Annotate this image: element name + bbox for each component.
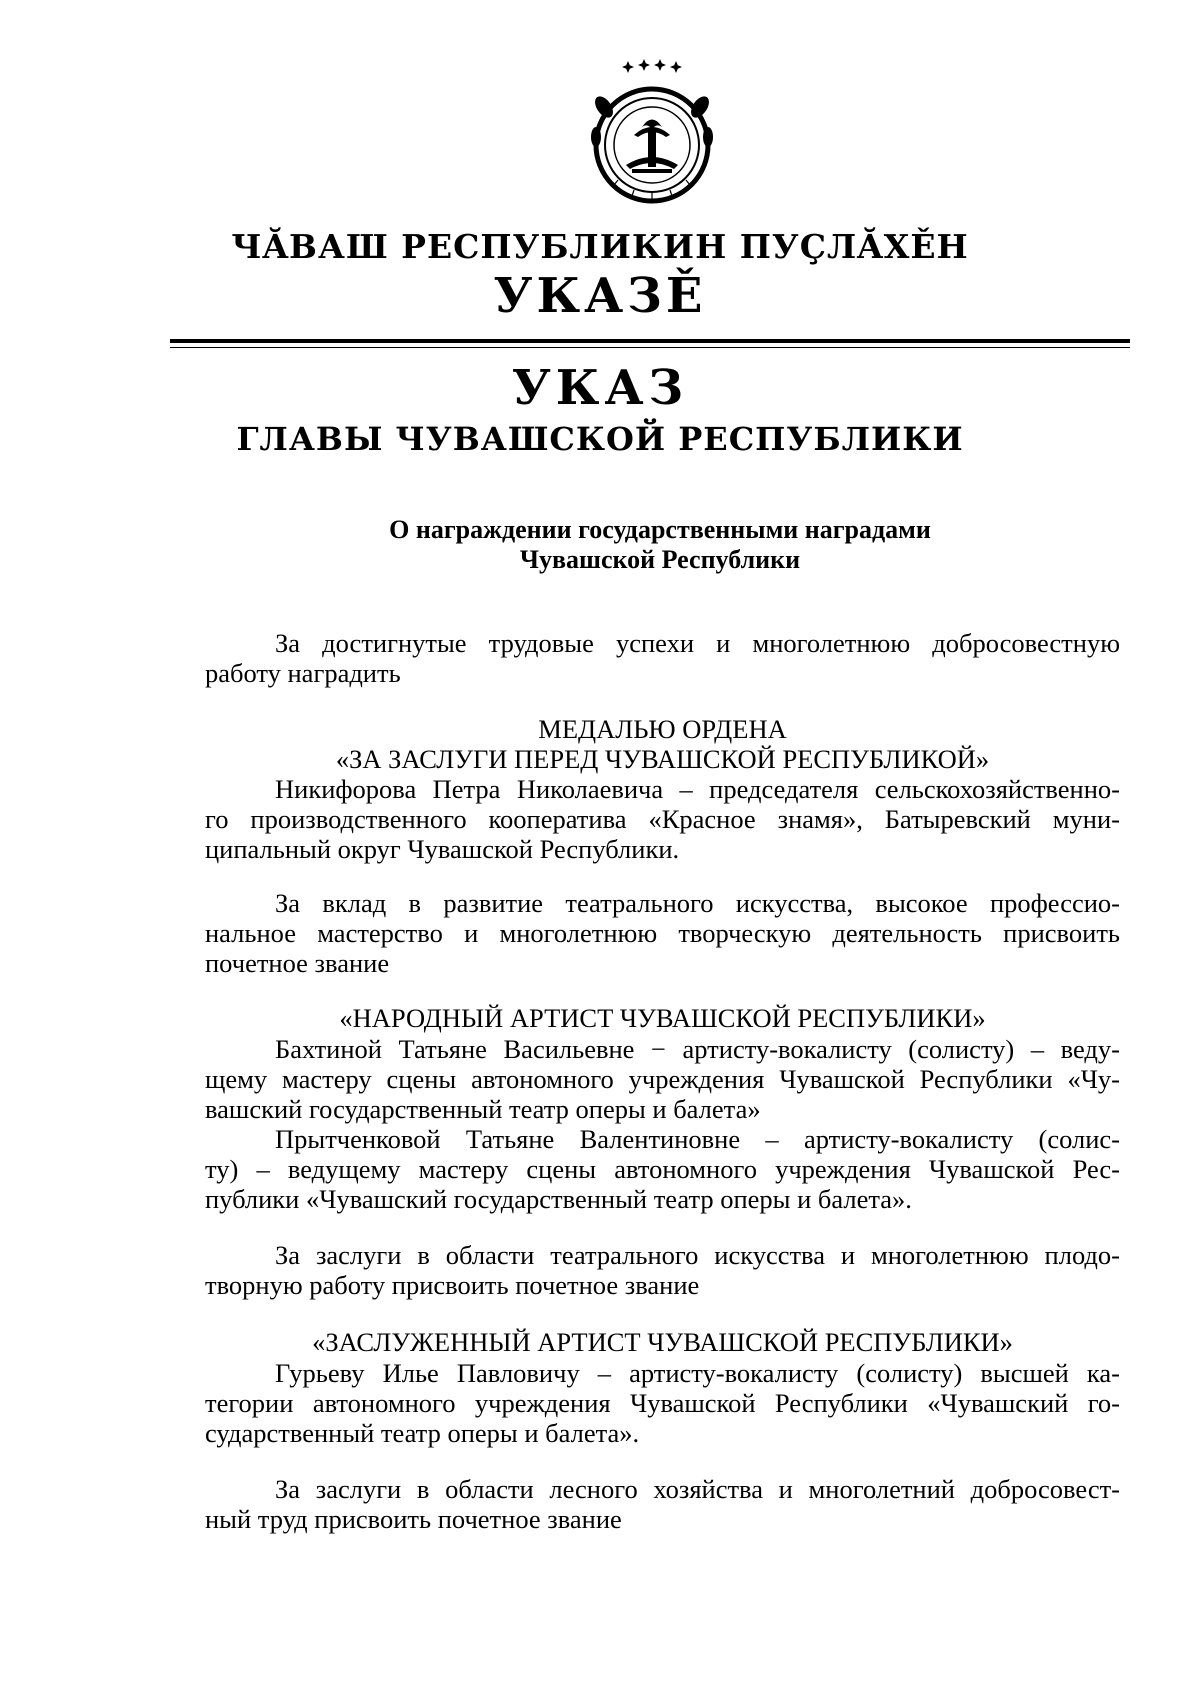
section-2-recipient-2: [205, 1124, 1120, 1214]
section-4: [205, 1474, 1120, 1534]
section-1-recipient: [205, 774, 1120, 864]
section-3: [205, 1240, 1120, 1300]
russian-header-subtitle: ГЛАВЫ ЧУВАШСКОЙ РЕСПУБЛИКИ: [236, 420, 964, 458]
document-title-line-1: О награждении государственными наградами: [389, 515, 931, 544]
section-2-award: [205, 1003, 1120, 1033]
section-1-award-line-2: «ЗА ЗАСЛУГИ ПЕРЕД ЧУВАШСКОЙ РЕСПУБЛИКОЙ»: [335, 744, 990, 774]
section-4-intro-line-1: За заслуги в области лесного хозяйства и многолетний добросовест-: [275, 1474, 1120, 1504]
section-1-intro-line-1: За достигнутые трудовые успехи и многолетнюю добросовестную: [275, 628, 1120, 658]
russian-header-ukaz: УКАЗ: [511, 360, 689, 416]
section-1-award: [205, 714, 1120, 774]
section-1-intro-line-2: работу наградить: [205, 658, 401, 688]
section-3-intro-line-2: творную работу присвоить почетное звание: [205, 1270, 700, 1300]
header-divider-thin: [170, 347, 1130, 348]
section-1-recipient-line-2: го производственного кооператива «Красное знамя», Батыревский муни-: [205, 804, 1120, 834]
section-2-intro-line-2: нальное мастерство и многолетнюю творческую деятельность присвоить: [205, 918, 1120, 948]
section-3-intro-line-1: За заслуги в области театрального искусства и многолетнюю плодо-: [275, 1240, 1120, 1270]
section-2: [205, 888, 1120, 978]
section-3-award-title: «ЗАСЛУЖЕННЫЙ АРТИСТ ЧУВАШСКОЙ РЕСПУБЛИКИ»: [312, 1327, 1013, 1357]
section-3-recipient-line-2: тегории автономного учреждения Чувашской Республики «Чувашский го-: [205, 1388, 1120, 1418]
section-1-recipient-line-1: Никифорова Петра Николаевича – председателя сельскохозяйственно-: [275, 774, 1120, 804]
section-2-award-title: «НАРОДНЫЙ АРТИСТ ЧУВАШСКОЙ РЕСПУБЛИКИ»: [339, 1003, 986, 1033]
section-1: [205, 628, 1120, 688]
section-2-recipient-2-line-1: Прытченковой Татьяне Валентиновне – артисту-вокалисту (солис-: [275, 1124, 1120, 1154]
section-2-recipient-2-line-3: публики «Чувашский государственный театр оперы и балета».: [205, 1184, 912, 1214]
section-3-recipient-line-3: сударственный театр оперы и балета».: [205, 1418, 640, 1448]
section-2-recipient-1: [205, 1034, 1120, 1124]
section-2-intro-line-1: За вклад в развитие театрального искусства, высокое профессио-: [275, 888, 1120, 918]
chuvash-coat-of-arms-icon: [582, 57, 722, 207]
section-3-recipient: [205, 1358, 1120, 1448]
chuvash-header-ukaze: УКАЗĚ: [493, 268, 707, 324]
section-1-recipient-line-3: ципальный округ Чувашской Республики.: [205, 834, 680, 864]
chuvash-header-title: ЧĂВАШ РЕСПУБЛИКИН ПУÇЛĂХĚН: [231, 227, 969, 266]
section-3-recipient-line-1: Гурьеву Илье Павловичу – артисту-вокалисту (солисту) высшей ка-: [275, 1358, 1120, 1388]
section-2-recipient-1-line-3: вашский государственный театр оперы и балета»: [205, 1094, 761, 1124]
section-4-intro-line-2: ный труд присвоить почетное звание: [205, 1504, 622, 1534]
section-2-intro-line-3: почетное звание: [205, 948, 390, 978]
document-title-line-2: Чувашской Республики: [519, 545, 801, 574]
section-2-recipient-1-line-1: Бахтиной Татьяне Васильевне − артисту-вокалисту (солисту) – веду-: [275, 1034, 1120, 1064]
section-3-award: [205, 1327, 1120, 1357]
section-2-recipient-2-line-2: ту) – ведущему мастеру сцены автономного учреждения Чувашской Рес-: [205, 1154, 1120, 1184]
section-2-recipient-1-line-2: щему мастеру сцены автономного учреждения Чувашской Республики «Чу-: [205, 1064, 1120, 1094]
section-1-award-line-1: МЕДАЛЬЮ ОРДЕНА: [538, 714, 787, 744]
header-divider-thick: [170, 339, 1130, 343]
